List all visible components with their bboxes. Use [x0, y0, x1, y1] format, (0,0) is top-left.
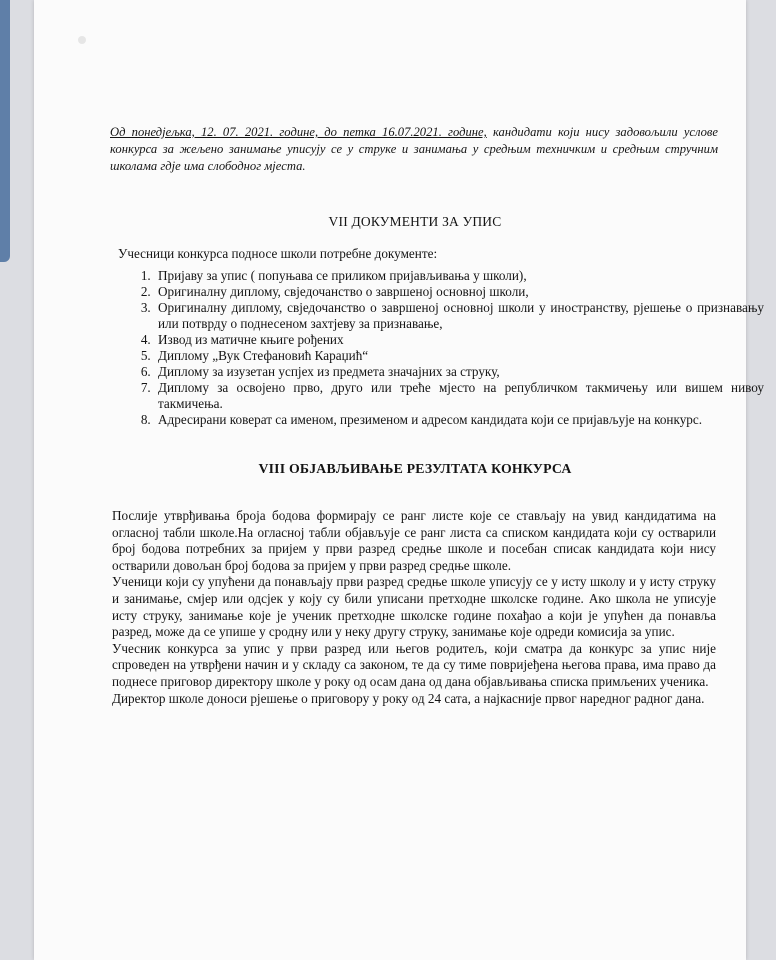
- scanned-page: [34, 0, 764, 960]
- list-item: 2. Оригиналну диплому, свједочанство о завршеној основној школи,: [154, 284, 764, 300]
- intro-paragraph: [110, 124, 718, 175]
- paragraph: Ученици који су упућени да понављају први разред средње школе уписују се у исту школу и у исту струку и занимање, смјер или одсјек у коју су били уписани претходне школске године. Ако школа не уписује исту струку, занимање које је ученик претходне школске године похађао а који је упућен да понавља разред, може да се упише у сродну или у неку другу струку, занимање које одреди комисија за упис.: [112, 574, 716, 640]
- intro-date-range: Од понедјељка, 12. 07. 2021. године, до петка 16.07.2021. године,: [110, 125, 487, 139]
- paragraph: Послије утврђивања броја бодова формирају се ранг листе које се стављају на увид кандидатима на огласној табли школе.На огласној табли објављује се ранг листа са списком кандидата који су остварили број бодова потребних за пријем у први разред средње школе и посебан списак кандидата који нису остварили довољан број бодова за пријем у први разред средње школе.: [112, 508, 716, 573]
- intro-text: кандидати који нису задовољили услове конкурса за жељено занимање уписују се у струке и занимања у средњим техничким и средњим стручним школама гдје има слободног мјеста.: [110, 125, 718, 173]
- section-7-lead: Учесници конкурса подносе школи потребне документе:: [118, 246, 438, 261]
- paragraph: Директор школе доноси рјешење о приговору у року од 24 сата, а најкасније првог наредног радног дана.: [112, 690, 705, 706]
- list-item: 1. Пријаву за упис ( попуњава се приликом пријављивања у школи),: [154, 268, 764, 284]
- section-8-title: VIII ОБЈАВЉИВАЊЕ РЕЗУЛТАТА КОНКУРСА: [258, 461, 572, 476]
- list-item: 4. Извод из матичне књиге рођених: [154, 332, 764, 348]
- list-item: 8. Адресирани коверат са именом, презименом и адресом кандидата који се пријављује на конкурс.: [154, 412, 764, 428]
- section-7-title: VII ДОКУМЕНТИ ЗА УПИС: [328, 214, 502, 229]
- list-item: 6. Диплому за изузетан успјех из предмета значајних за струку,: [154, 364, 764, 380]
- section-8-body: [112, 508, 716, 707]
- list-item: 7. Диплому за освојено прво, друго или треће мјесто на републичком такмичењу или вишем нивоу такмичења.: [154, 380, 764, 412]
- paper-speck: [78, 36, 86, 44]
- list-item: 3. Оригиналну диплому, свједочанство о завршеној основној школи у иностранству, рјешење о признавању или потврду о поднесеном захтјеву за признавање,: [154, 300, 764, 332]
- documents-list: [110, 268, 764, 428]
- list-item: 5. Диплому „Вук Стефановић Караџић“: [154, 348, 764, 364]
- paragraph: Учесник конкурса за упис у први разред или његов родитељ, који сматра да конкурс за упис није спроведен на утврђени начин и у складу са законом, те да су тиме повријеђена његова права, има право да поднесе приговор директору школе у року од осам дана од дана објављивања списка примљених ученика.: [112, 640, 716, 689]
- window-edge: [0, 0, 10, 262]
